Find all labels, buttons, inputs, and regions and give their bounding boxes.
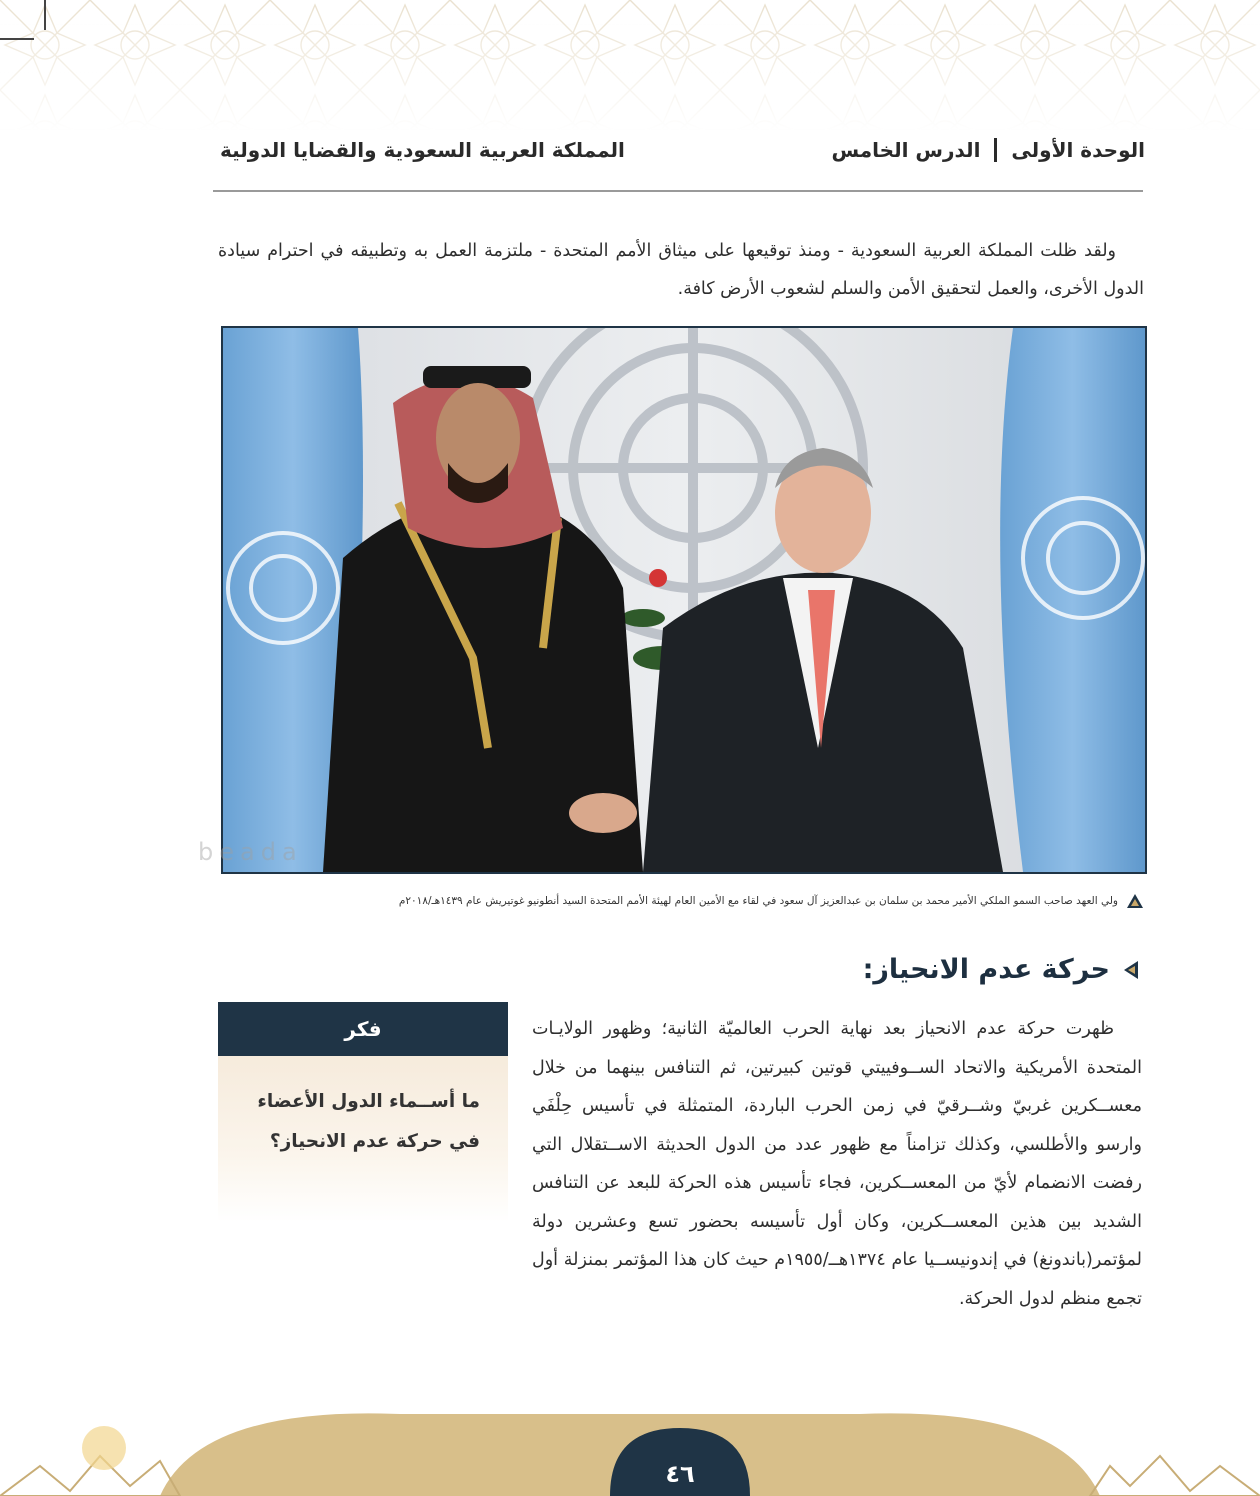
header-separator [994, 138, 997, 162]
intro-paragraph: ولقد ظلت المملكة العربية السعودية - ومنذ توقيعها على ميثاق الأمم المتحدة - ملتزمة العمل به وتطبيقه في احترام سيادة الدول الأخرى، والعمل لتحقيق الأمن والسلم لشعوب الأرض كافة. [218, 241, 1144, 299]
page-number: ٤٦ [665, 1460, 695, 1488]
lesson-label: الدرس الخامس [831, 138, 981, 162]
think-box-question: ما أســماء الدول الأعضاء في حركة عدم الانحياز؟ [218, 1056, 508, 1222]
section-paragraph: ظهرت حركة عدم الانحياز بعد نهاية الحرب العالميّة الثانية؛ وظهور الولايـات المتحدة الأمريكية والاتحاد الســوفييتي قوتين كبيرتين، ثم التنافس بينهما من خلال معســكرين غربيّ وشــرقيّ في زمن الحرب الباردة، المتمثلة في تأسيس حِلْفَي وارسو والأطلسي، وكذلك تزامناً مع ظهور عدد من الدول الحديثة الاســتقلال التي رفضت الانضمام لأيّ من المعســكرين، فجاء تأسيس هذه الحركة للبعد عن التنافس الشديد بين هذين المعســكرين، وكان أول تأسيسه بحضور تسع وعشرين دولة لمؤتمر(باندونغ) في إندونيســيا عام ١٣٧٤هــ/١٩٥٥م حيث كان هذا المؤتمر بمنزلة أول تجمع منظم لدول الحركة. [532, 1019, 1143, 1309]
page-header [215, 132, 1145, 172]
section-title: حركة عدم الانحياز: [862, 954, 1110, 985]
header-geometric-pattern [0, 0, 1260, 130]
photo-illustration [223, 328, 1145, 872]
header-divider [213, 190, 1143, 192]
crop-mark [0, 38, 34, 40]
think-box-heading: فكر [218, 1002, 508, 1056]
watermark-text: beada [198, 838, 303, 866]
unit-lesson-label [831, 138, 1145, 162]
photo-caption [232, 893, 1144, 909]
chapter-title: المملكة العربية السعودية والقضايا الدولية [220, 138, 625, 162]
caption-text: ولي العهد صاحب السمو الملكي الأمير محمد بن سلمان بن عبدالعزيز آل سعود في لقاء مع الأمين العام لهيئة الأمم المتحدة السيد أنطونيو غوتيريش عام ١٤٣٩هـ/٢٠١٨م [398, 895, 1118, 907]
arrow-bullet-icon [1120, 959, 1142, 981]
unit-label: الوحدة الأولى [1011, 138, 1145, 162]
section-heading [863, 954, 1142, 985]
crop-mark [44, 0, 46, 30]
think-box [218, 1002, 508, 1222]
triangle-bullet-icon [1126, 893, 1144, 909]
photo-meeting [221, 326, 1147, 874]
